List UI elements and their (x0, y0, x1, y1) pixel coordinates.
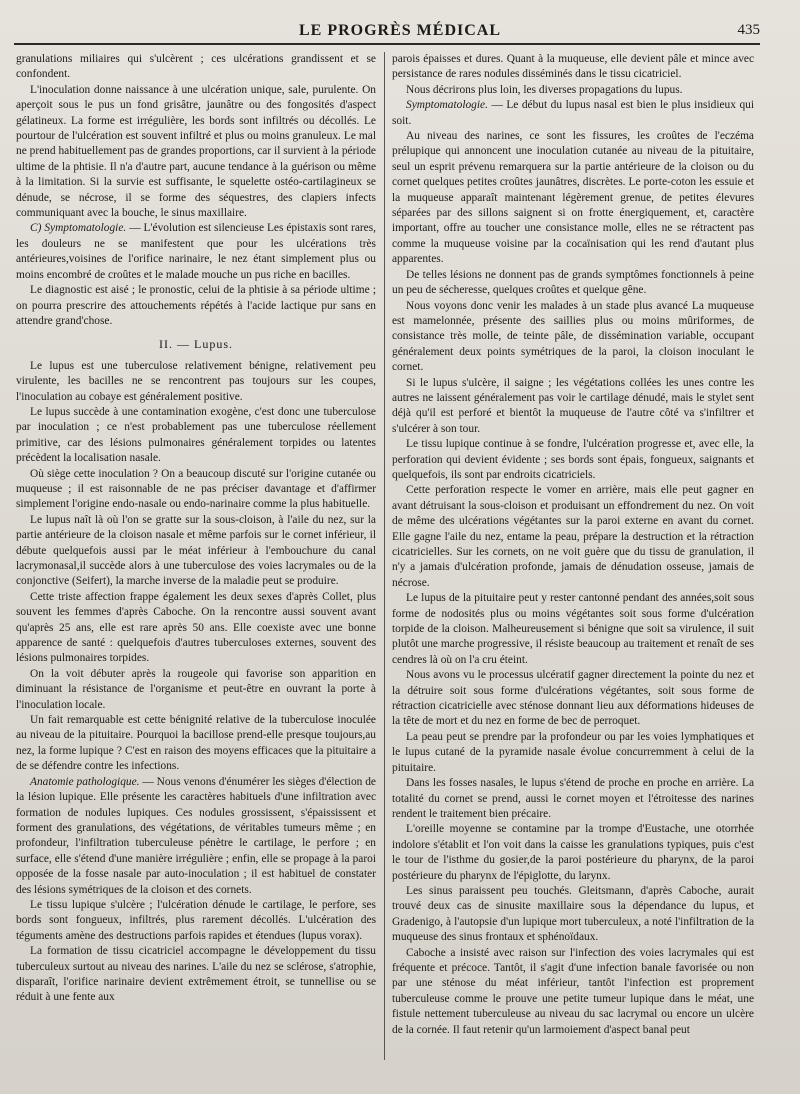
paragraph (16, 221, 376, 283)
paragraph: Au niveau des narines, ce sont les fissures, les croûtes de l'eczéma prélupique qui annoncent une inoculation cutanée au niveau de la pituitaire, seul un esprit prévenu remarquera sur la partie antérieure de la cloison ou du cornet quelques petites croûtes jaunâtres, discrètes. Le porte-coton les essuie et la muqueuse apparaît maintenant légèrement grenue, de petites élevures séparées par des sillons saignent si on frotte énergiquement, et, caractère important, offre au toucher une consistance molle, elles ne se rétractent pas comme la muqueuse voisine par la cocaïnisation qui les rend d'autant plus apparentes. (392, 130, 754, 266)
paragraph: L'oreille moyenne se contamine par la trompe d'Eustache, une otorrhée indolore s'établit et l'on voit dans la caisse les granulations typiques, puis c'est le tour de l'isthme du gosier,de la paroi postérieure du pharynx, de la paroi postérieure du pharynx de l'épiglotte, du larynx. (392, 823, 754, 882)
paragraph: Nous avons vu le processus ulcératif gagner directement la pointe du nez et la détruire soit sous forme d'ulcérations végétantes, soit sous forme de rétraction cicatricielle avec sténose donnant lieu aux déformations hideuses de la tête de mort et du nez en forme de bec de perroquet. (392, 669, 754, 728)
paragraph: Si le lupus s'ulcère, il saigne ; les végétations collées les unes contre les autres ne laissent généralement pas voir le cartilage dénudé, mais le stylet sent déjà qu'il est perforé et bientôt la muqueuse de l'autre côté va s'infiltrer et s'ulcérer à son tour. (392, 376, 754, 435)
paragraph: parois épaisses et dures. Quant à la muqueuse, elle devient pâle et mince avec persistance de rares nodules disséminés dans le tissu cicatriciel. (392, 53, 754, 81)
header-rule (14, 43, 760, 45)
paragraph: granulations miliaires qui s'ulcèrent ; ces ulcérations grandissent et se confondent. (16, 53, 376, 81)
paragraph: Le lupus naît là où l'on se gratte sur la sous-cloison, à l'aile du nez, sur la partie antérieure de la cloison nasale et même parfois sur le cornet inférieur, il débute quelquefois aussi par le méat inférieur à l'embouchure du canal lacrymonasal,il succède alors à une tuberculose des voies lacrymales ou de la conjonctive (Seifert), la marche inverse de la maladie peut se produire. (16, 513, 376, 588)
paragraph: On la voit débuter après la rougeole qui favorise son apparition en diminuant la résistance de l'organisme et peut-être en ouvrant la porte à l'inoculation locale. (16, 667, 376, 711)
paragraph: Cette triste affection frappe également les deux sexes d'après Collet, plus souvent les femmes d'après Caboche. On la rencontre aussi souvent avant qu'après 25 ans, elle est rare après 50 ans. Elle coexiste avec une bonne apparence de santé : quelquefois d'autres tuberculoses externes, souvent des lésions pulmonaires torpides. (16, 590, 376, 665)
column-divider (384, 52, 385, 1060)
right-column (392, 52, 754, 1060)
paragraph: Les sinus paraissent peu touchés. Gleitsmann, d'après Caboche, aurait trouvé deux cas de sinusite maxillaire sous la dépendance du lupus, et Gradenigo, à l'autopsie d'un lupique mort tuberculeux, a noté l'infiltration de la muqueuse des sinus frontaux et sphénoïdaux. (392, 884, 754, 944)
paragraph: De telles lésions ne donnent pas de grands symptômes fonctionnels à peine un peu de sécheresse, quelques croûtes et quelque gêne. (392, 268, 754, 297)
paragraph-text: — Nous venons d'énumérer les sièges d'élection de la lésion lupique. Elle présente les caractères habituels d'une infiltration avec formation de nodules lupiques. Ces nodules grossissent, s'épaississent et forment des granulations, des végétations, de véritables tumeurs même ; en profondeur, l'infiltration tuberculeuse pénètre le cartilage, le perfore ; en surface, elle s'étend d'une manière irrégulière ; enfin, elle se propage à la paroi opposée de la fosse nasale par auto-inoculation ; il est habituel de constater des lésions symétriques de la cloison et des cornets. (16, 775, 376, 896)
paragraph: Le tissu lupique s'ulcère ; l'ulcération dénude le cartilage, le perfore, ses bords sont fongueux, infiltrés, plus rarement décollés. L'ulcération des téguments amène des destructions parfois rapides et étendues (lupus vorax). (16, 898, 376, 942)
paragraph-lead: Symptomatologie. (406, 99, 488, 112)
paragraph: Où siège cette inoculation ? On a beaucoup discuté sur l'origine cutanée ou muqueuse ; il est raisonnable de ne pas préciser davantage et d'affirmer simplement l'origine endo-nasale ou endo-narinaire comme la plus habituelle. (16, 467, 376, 511)
paragraph: Le diagnostic est aisé ; le pronostic, celui de la phtisie à sa période ultime ; on pourra prescrire des attouchements répétés à l'acide lactique pur sans en attendre grand'chose. (16, 284, 376, 327)
paragraph: Caboche a insisté avec raison sur l'infection des voies lacrymales qui est fréquente et précoce. Tantôt, il s'agit d'une infection banale favorisée ou non par une sténose du méat inférieur, tantôt l'infection est proprement tuberculeuse comme le prouve une petite tumeur lupique dans le méat, une fistule nettement tuberculeuse au niveau du sac lacrymal ou encore un ulcère de la cornée. Il faut retenir qu'un larmoiement d'aspect banal peut (392, 946, 754, 1036)
page-header (0, 18, 800, 42)
page-number: 435 (737, 22, 760, 38)
paragraph: Cette perforation respecte le vomer en arrière, mais elle peut gagner en avant détruisant la sous-cloison et produisant un effondrement du nez. On voit de même des ulcérations végétantes sur la paroi externe en avant du cornet. Elle gagne l'aile du nez, entame la peau, prépare la destruction et la rétraction cicatricielles. Sur les cornets, on ne voit guère que du tissu de granulation, il n'y a jamais d'ulcération profonde, jamais de dénudation osseuse, jamais de nécrose. (392, 484, 754, 589)
paragraph (16, 775, 376, 898)
paragraph (392, 98, 754, 129)
section-heading: II. — Lupus. (159, 337, 233, 352)
paragraph: Le tissu lupique continue à se fondre, l'ulcération progresse et, avec elle, la perforation qui devient évidente ; ses bords sont épais, fongueux, saignants et quelquefois, ils sont par endroits cicatriciels. (392, 438, 754, 481)
paragraph: Nous décrirons plus loin, les diverses propagations du lupus. (406, 83, 683, 96)
paragraph-lead: C) Symptomatologie. (30, 222, 127, 235)
paragraph-text: — Le début du lupus nasal est bien le plus insidieux qui soit. (392, 99, 754, 127)
left-column (16, 52, 376, 1060)
paragraph: La formation de tissu cicatriciel accompagne le développement du tissu tuberculeux surtout au niveau des narines. L'aile du nez se sclérose, s'atrophie, disparaît, l'orifice narinaire devient extrêmement étroit, se tunnellise ou se réduit à une fente aux (16, 945, 376, 1004)
paragraph-text: — L'évolution est silencieuse Les épistaxis sont rares, les douleurs ne se manifestent que pour les ulcérations très antérieures,voisines de l'orifice narinaire, le nez étant simplement plus ou moins encombré de croûtes et le malade mouche un pus riche en bacilles. (16, 222, 376, 281)
paragraph: Le lupus de la pituitaire peut y rester cantonné pendant des années,soit sous forme de nodosités plus ou moins végétantes soit sous forme d'ulcération torpide de la cloison. Malheureusement si bénigne que soit sa virulence, il suit plutôt une marche progressive, il résiste beaucoup au traitement et renaît de ses cendres là où on l'a cru éteint. (392, 592, 754, 666)
paragraph-lead: Anatomie pathologique. (30, 775, 140, 788)
paragraph: La peau peut se prendre par la profondeur ou par les voies lymphatiques et le lupus cutané de la pyramide nasale évolue concurremment à celui de la pituitaire. (392, 730, 754, 774)
paragraph: Le lupus est une tuberculose relativement bénigne, relativement peu virulente, les bacilles ne se rencontrent pas toujours sur les coupes, l'inoculation au cobaye est généralement positive. (16, 359, 376, 403)
paragraph: Nous voyons donc venir les malades à un stade plus avancé La muqueuse est mamelonnée, présente des saillies plus ou moins mûriformes, de consistance très molle, de teinte pâle, de dissémination variable, occupant généralement deux points symétriques de la paroi, la cloison inoculant le cornet. (392, 299, 754, 374)
paragraph: Le lupus succède à une contamination exogène, c'est donc une tuberculose par inoculation ; ce n'est probablement pas une tuberculose réellement primitive, car des lésions pulmonaires généralement torpides ou latentes précèdent la localisation nasale. (16, 405, 376, 465)
paragraph: L'inoculation donne naissance à une ulcération unique, sale, purulente. On aperçoit sous le pus un fond grisâtre, jaunâtre ou des fongosités d'aspect gélatineux. La forme est irrégulière, les bords sont infiltrés ou décollés. Le pourtour de l'ulcération est souvent infiltré et plus ou moins granuleux. Le mal ne prend habituellement pas de grandes proportions, car il survient à la période ultime de la phtisie. Il n'a d'autre part, aucune tendance à la guérison ou même à la limitation. Si la survie est suffisante, le squelette ostéo-cartilagineux se dénude, se nécrose, il se forme des séquestres, des clapiers infects communiquant avec la bouche, le sinus maxillaire. (16, 83, 376, 220)
paragraph: Dans les fosses nasales, le lupus s'étend de proche en proche en arrière. La totalité du cornet se prend, aussi le cornet moyen et l'étroitesse des narines rendent le traitement bien précaire. (392, 777, 754, 820)
running-title: LE PROGRÈS MÉDICAL (298, 22, 502, 39)
paragraph: Un fait remarquable est cette bénignité relative de la tuberculose inoculée au niveau de la pituitaire. Pourquoi la bacillose prend-elle presque toujours,au nez, la forme lupique ? C'est en raison des moyens efficaces que la pituitaire a de se défendre contre les infections. (16, 714, 376, 773)
